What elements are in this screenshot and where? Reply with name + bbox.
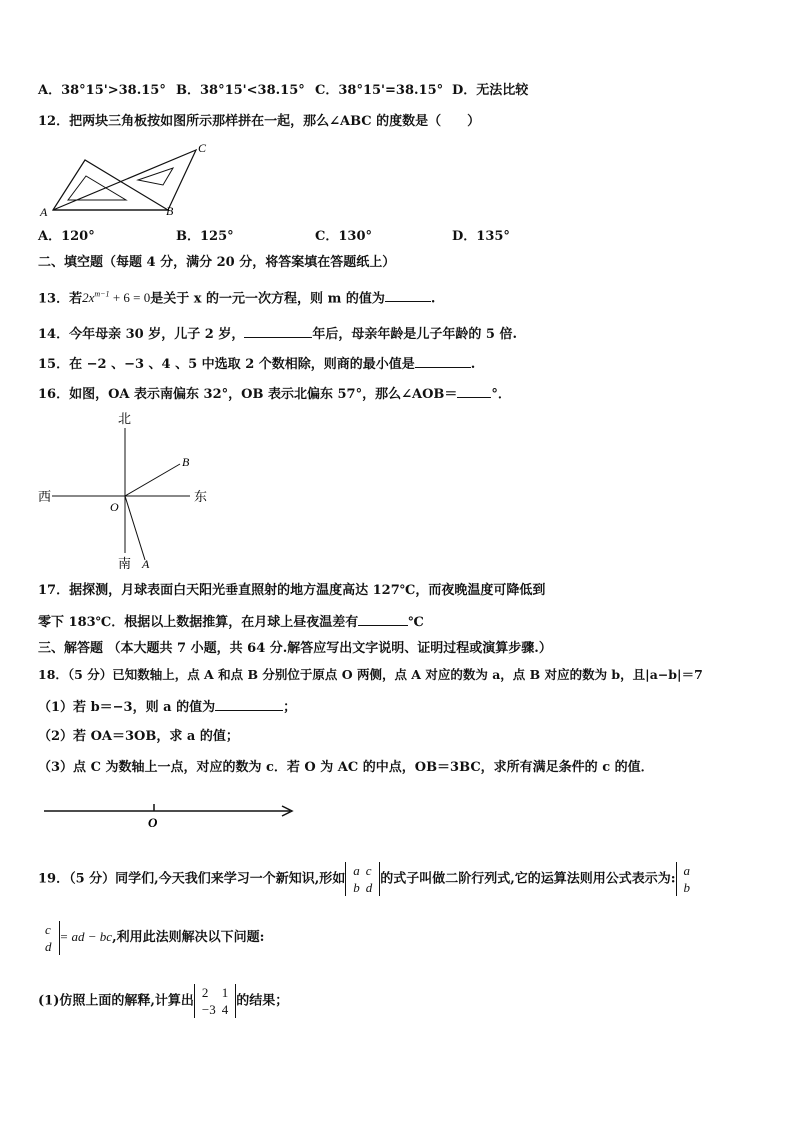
q14-answer-blank [244, 324, 312, 338]
q13-end: . [430, 291, 436, 307]
q11-option-a: A．38°15'>38.15° [38, 83, 166, 98]
q12-option-a: A．120° [38, 229, 95, 244]
q16-pre: 16．如图，OA 表示南偏东 32°，OB 表示北偏东 57°，那么∠AOB＝ [38, 387, 458, 402]
q16-label-west: 西 [38, 489, 52, 504]
q11-option-d: D．无法比较 [452, 83, 529, 98]
q18-part3: （3）点 C 为数轴上一点，对应的数为 c．若 O 为 AC 的中点，OB＝3BC，求所有满足条件的 c 的值． [38, 760, 654, 775]
q12-label-b: B [166, 204, 174, 218]
q18-part1-post: ； [283, 700, 297, 715]
q16-post: °． [491, 387, 511, 402]
q19-pre: 19．（5 分）同学们,今天我们来学习一个新知识,形如 [38, 871, 346, 887]
q19-part1-pre: (1)仿照上面的解释,计算出 [38, 993, 194, 1009]
q16-answer-blank [457, 384, 491, 398]
q13-line [38, 286, 435, 308]
q18-part2: （2）若 OA＝3OB，求 a 的值； [38, 729, 239, 744]
q18-origin-label: O [148, 815, 158, 830]
q14-line [38, 324, 517, 344]
q16-label-south: 南 [118, 556, 132, 571]
q15-pre: 15．在 −2 、−3 、4 、5 中选取 2 个数相除，则商的最小值是 [38, 357, 415, 372]
q11-option-c: C．38°15'=38.15° [315, 83, 444, 98]
q13-answer-blank [385, 288, 431, 302]
q17-line2-pre: 零下 183℃．根据以上数据推算，在月球上昼夜温差有 [38, 615, 359, 630]
q18-part1 [38, 697, 296, 717]
q19-determinant-general: a c b d [345, 862, 380, 896]
section3-title: 三、解答题 （本大题共 7 小题，共 64 分.解答应写出文字说明、证明过程或演算步骤.） [38, 641, 552, 656]
q15-end: . [470, 357, 476, 372]
q19-line2 [38, 920, 264, 955]
section2-title: 二、填空题（每题 4 分，满分 20 分，将答案填在答题纸上） [38, 255, 396, 270]
q17-line2 [38, 612, 424, 632]
q19-determinant-formula-left: a b [676, 862, 698, 896]
q17-line1: 17．据探测，月球表面白天阳光垂直照射的地方温度高达 127℃，而夜晚温度可降低到 [38, 583, 546, 598]
q13-formula-exp: m−1 [94, 290, 110, 299]
q17-answer-blank [358, 612, 408, 626]
q19-determinant-example: 2 1 −3 4 [194, 984, 236, 1018]
q16-compass-figure [30, 408, 220, 572]
q13-formula-base: 2x [82, 290, 95, 306]
q15-answer-blank [415, 354, 471, 368]
q11-option-b: B．38°15'<38.15° [176, 83, 305, 98]
q12-option-d: D．135° [452, 229, 510, 244]
q19-formula: = ad − bc [59, 929, 113, 944]
q12-triangle-figure [38, 138, 218, 218]
q16-label-east: 东 [194, 489, 208, 504]
q18-answer-blank [215, 697, 283, 711]
q12-option-b: B．125° [176, 229, 234, 244]
q12-label-c: C [198, 141, 207, 155]
q14-post: 年后，母亲年龄是儿子年龄的 5 倍. [312, 327, 517, 342]
q17-line2-post: ℃ [408, 615, 424, 630]
q16-label-a: A [142, 557, 150, 571]
q19-part1-post: 的结果； [236, 993, 289, 1009]
q19-determinant-formula-right: c d [38, 921, 60, 955]
q18-part1-pre: （1）若 b＝−3，则 a 的值为 [38, 700, 216, 715]
q12-stem: 12．把两块三角板按如图所示那样拼在一起，那么∠ABC 的度数是（ ） [38, 114, 481, 129]
q19-line1 [38, 862, 697, 897]
q16-label-north: 北 [118, 411, 132, 426]
q18-stem: 18．（5 分）已知数轴上，点 A 和点 B 分别位于原点 O 两侧，点 A 对应的数为 a，点 B 对应的数为 b，且|a−b|＝7 [38, 667, 703, 682]
q13-pre: 13．若 [38, 291, 83, 307]
q19-mid: 的式子叫做二阶行列式,它的运算法则用公式表示为: [380, 871, 676, 887]
q13-formula-tail: + 6 = 0 [112, 290, 151, 306]
q16-line [38, 384, 511, 404]
q19-part1 [38, 984, 288, 1019]
q18-number-line [40, 798, 300, 832]
q12-label-a: A [40, 205, 48, 218]
q16-label-b: B [182, 455, 190, 469]
q19-post: ,利用此法则解决以下问题: [112, 930, 265, 945]
q13-post: 是关于 x 的一元一次方程，则 m 的值为 [150, 291, 385, 307]
q14-pre: 14．今年母亲 30 岁，儿子 2 岁， [38, 327, 245, 342]
q12-option-c: C．130° [315, 229, 372, 244]
q15-line [38, 354, 475, 374]
q16-label-o: O [110, 500, 119, 514]
